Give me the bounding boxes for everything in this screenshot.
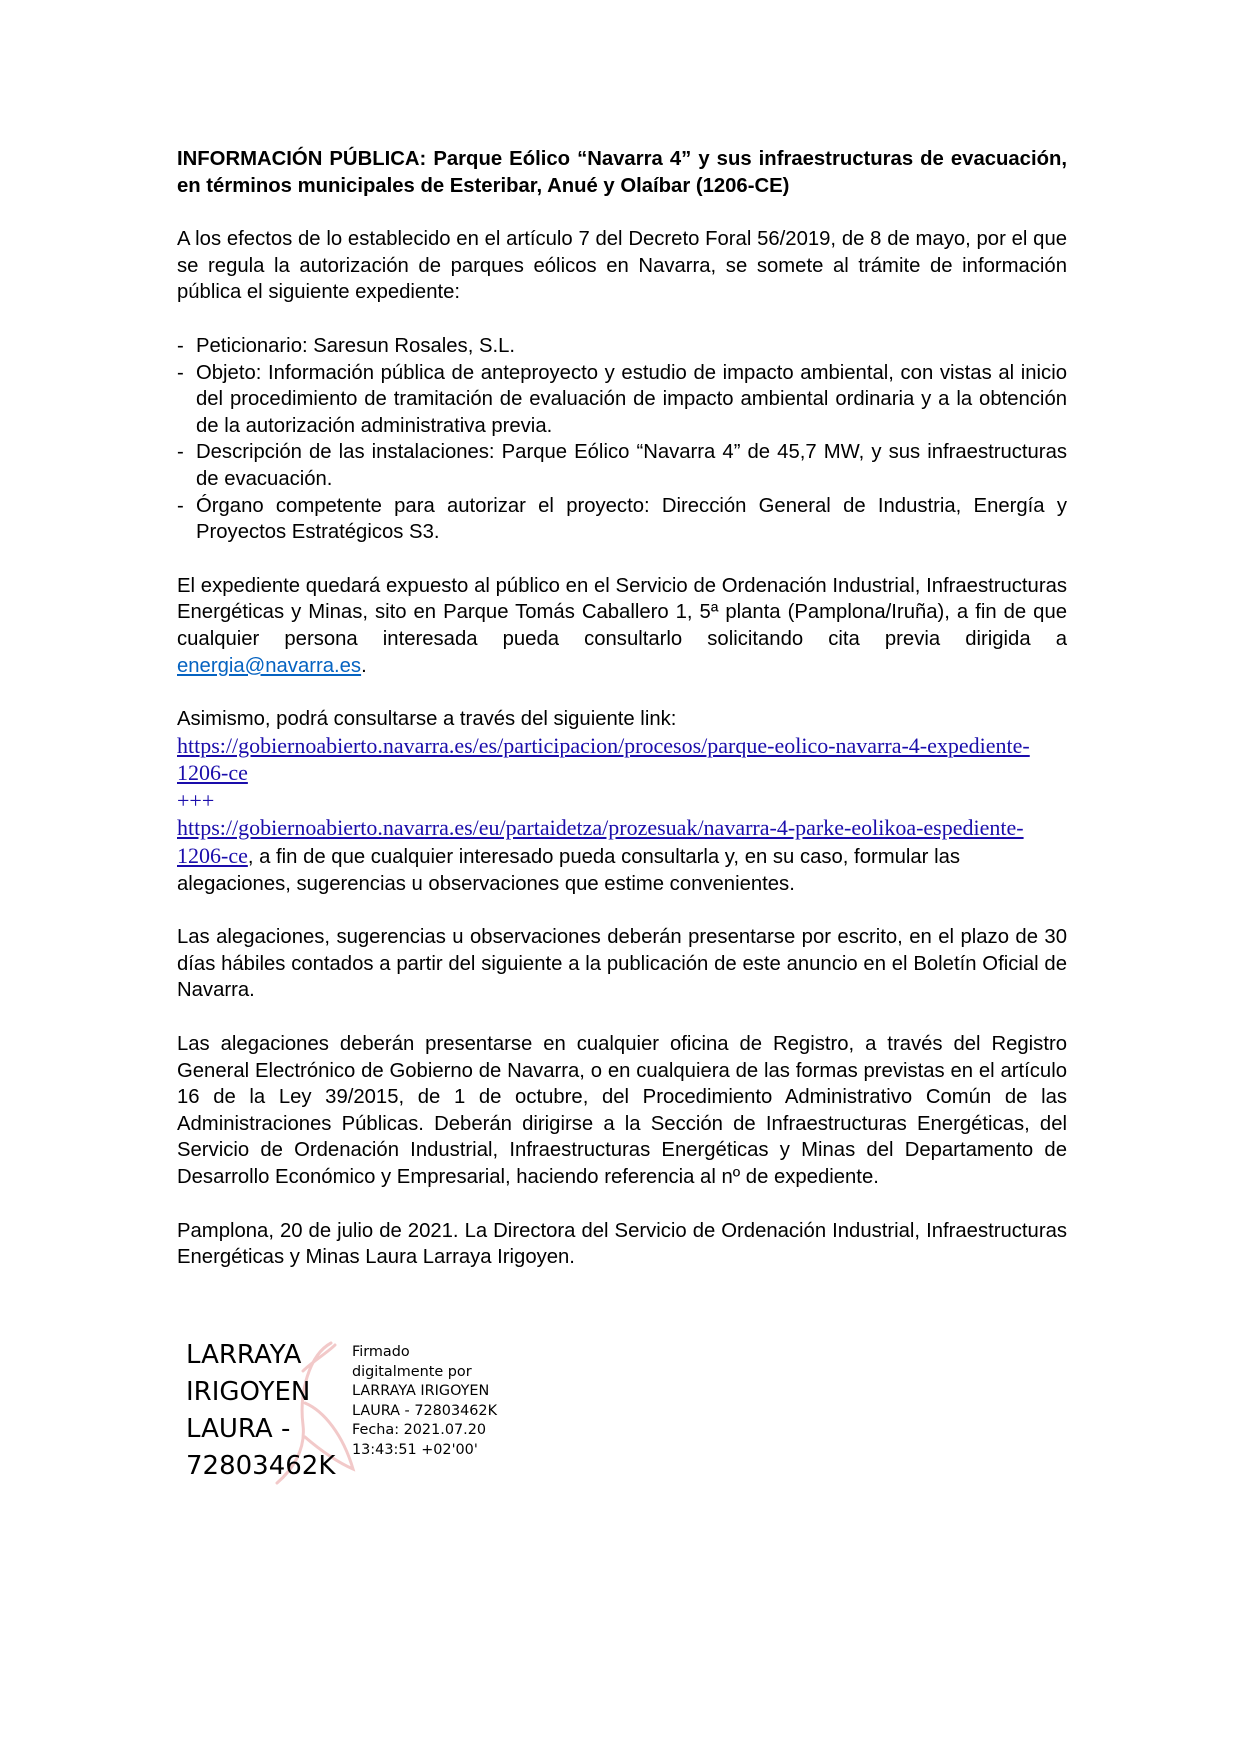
document-title: INFORMACIÓN PÚBLICA: Parque Eólico “Navarra 4” y sus infraestructuras de evacuación, en términos municipales de Esteribar, Anué y Olaíbar (1206-CE): [177, 148, 1067, 197]
signature-detail-line: Firmado: [352, 1344, 410, 1360]
signature-detail-line: digitalmente por: [352, 1363, 472, 1380]
signer-name-line: LAURA -: [186, 1414, 291, 1444]
list-item: [177, 439, 1067, 492]
list-dash: -: [177, 441, 184, 464]
signature-detail-line: LAURA - 72803462K: [352, 1402, 498, 1419]
email-link[interactable]: energia@navarra.es: [177, 654, 362, 677]
allegations-deadline-paragraph: Las alegaciones, sugerencias u observaciones deberán presentarse por escrito, en el plazo de 30 días hábiles contados a partir del siguiente a la publicación de este anuncio en el Boletín Oficial de Navarra.: [177, 926, 1067, 1002]
link-separator: +++: [177, 787, 215, 813]
allegations-where-paragraph: Las alegaciones deberán presentarse en cualquier oficina de Registro, a través del Registro General Electrónico de Gobierno de Navarra, o en cualquiera de las formas previstas en el artículo 16 de la Ley 39/2015, de 1 de octubre, del Procedimiento Administrativo Común de las Administraciones Públicas. Deberán dirigirse a la Sección de Infraestructuras Energéticas, del Servicio de Ordenación Industrial, Infraestructuras Energéticas y Minas del Departamento de Desarrollo Económico y Empresarial, haciendo referencia al nº de expediente.: [177, 1033, 1067, 1188]
list-dash: -: [177, 361, 184, 384]
digital-signature: [184, 1337, 564, 1497]
signer-name-block: [186, 1337, 335, 1485]
exposure-paragraph: [177, 573, 1067, 679]
expediente-details-list: [177, 333, 1067, 546]
links-intro: Asimismo, podrá consultarse a través del siguiente link:: [177, 708, 677, 731]
signer-name-line: IRIGOYEN: [186, 1377, 311, 1407]
document-body: [177, 146, 1067, 1298]
links-after-text: , a fin de que cualquier interesado pueda consultarla y, en su caso, formular las alegaciones, sugerencias u observaciones que estime convenientes.: [177, 846, 960, 895]
exposure-text: El expediente quedará expuesto al público en el Servicio de Ordenación Industrial, Infraestructuras Energéticas y Minas, sito en Parque Tomás Caballero 1, 5ª planta (Pamplona/Iruña), a fin de que cualquier persona interesada pueda consultarlo solicitando cita previa dirigida a: [177, 574, 1067, 650]
list-item-text: Objeto: Información pública de anteproyecto y estudio de impacto ambiental, con vistas al inicio del procedimiento de tramitación de evaluación de impacto ambiental ordinaria y a la obtención de la autorización administrativa previa.: [196, 361, 1067, 437]
signature-detail-line: Fecha: 2021.07.20: [352, 1422, 487, 1439]
signer-name-line: LARRAYA: [186, 1340, 302, 1370]
participation-link-eu[interactable]: https://gobiernoabierto.navarra.es/eu/partaidetza/prozesuak/navarra-4-parke-eolikoa-espediente-1206-ce: [177, 815, 1024, 869]
links-paragraph: [177, 706, 1067, 897]
list-item-text: Descripción de las instalaciones: Parque Eólico “Navarra 4” de 45,7 MW, y sus infraestructuras de evacuación.: [196, 441, 1067, 490]
list-item-text: Peticionario: Saresun Rosales, S.L.: [196, 334, 516, 357]
list-item: [177, 493, 1067, 546]
signature-detail-line: LARRAYA IRIGOYEN: [352, 1383, 490, 1400]
list-dash: -: [177, 494, 184, 517]
signer-name-line: 72803462K: [186, 1451, 336, 1481]
intro-paragraph: A los efectos de lo establecido en el artículo 7 del Decreto Foral 56/2019, de 8 de mayo, por el que se regula la autorización de parques eólicos en Navarra, se somete al trámite de información pública el siguiente expediente:: [177, 228, 1067, 304]
exposure-end: .: [361, 654, 367, 677]
list-item: [177, 333, 1067, 360]
signature-detail-line: 13:43:51 +02'00': [352, 1441, 478, 1458]
signature-details: [352, 1343, 497, 1461]
participation-link-es[interactable]: https://gobiernoabierto.navarra.es/es/participacion/procesos/parque-eolico-navarra-4-expediente-1206-ce: [177, 732, 1030, 786]
list-item: [177, 360, 1067, 440]
list-dash: -: [177, 334, 184, 357]
list-item-text: Órgano competente para autorizar el proyecto: Dirección General de Industria, Energía y Proyectos Estratégicos S3.: [196, 494, 1067, 544]
closing-paragraph: Pamplona, 20 de julio de 2021. La Directora del Servicio de Ordenación Industrial, Infraestructuras Energéticas y Minas Laura Larraya Irigoyen.: [177, 1219, 1067, 1269]
